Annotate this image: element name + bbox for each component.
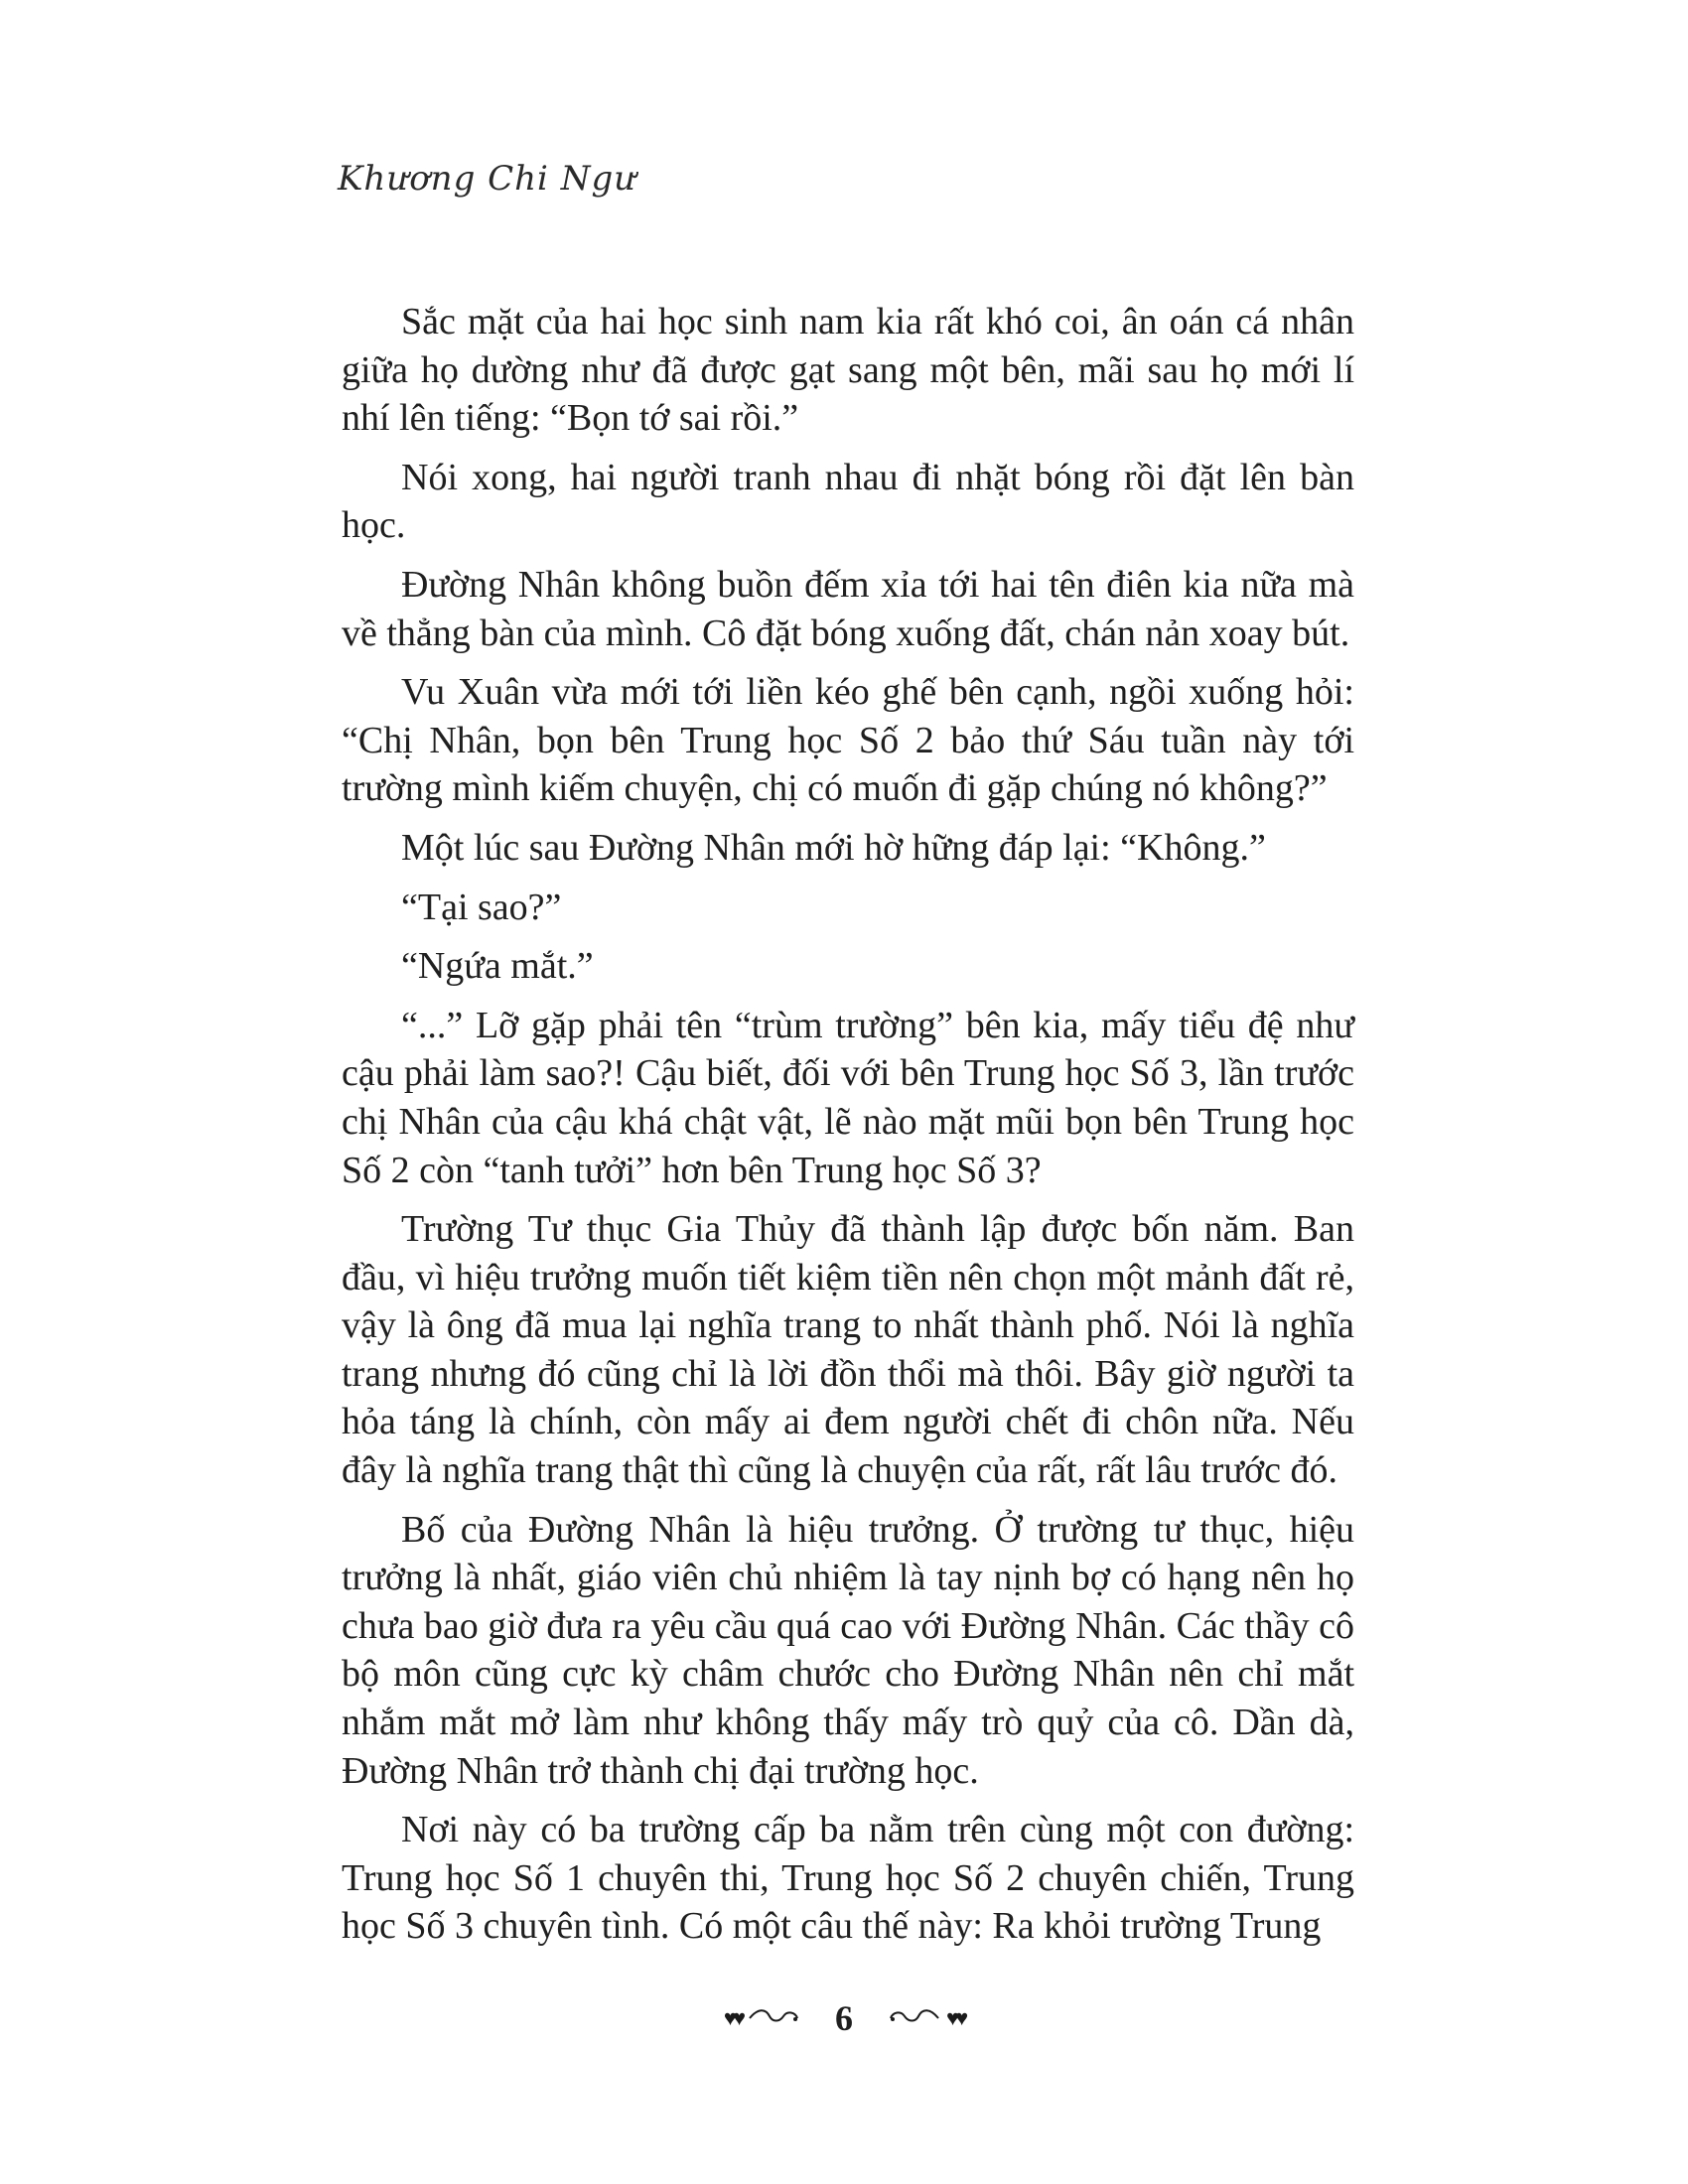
- paragraph: Nơi này có ba trường cấp ba nằm trên cùng một con đường: Trung học Số 1 chuyên thi, Trung học Số 2 chuyên chiến, Trung học Số 3 chuyên tình. Có một câu thế này: Ra khỏi trường Trung: [342, 1809, 1354, 1948]
- paragraph: Sắc mặt của hai học sinh nam kia rất khó coi, ân oán cá nhân giữa họ dường như đã được gạt sang một bên, mãi sau họ mới lí nhí lên tiếng: “Bọn tớ sai rồi.”: [342, 301, 1354, 440]
- paragraph: Một lúc sau Đường Nhân mới hờ hững đáp lại: “Không.”: [401, 826, 1266, 869]
- page-footer: [0, 1997, 1688, 2039]
- swirl-icon: [748, 2006, 799, 2030]
- paragraph: Nói xong, hai người tranh nhau đi nhặt bóng rồi đặt lên bàn học.: [342, 456, 1354, 547]
- swirl-icon: [889, 2006, 940, 2030]
- hearts-icon: ♥♥: [723, 2005, 742, 2030]
- running-header: Khương Chi Ngư: [338, 159, 637, 199]
- paragraph: Vu Xuân vừa mới tới liền kéo ghế bên cạnh, ngồi xuống hỏi: “Chị Nhân, bọn bên Trung học Số 2 bảo thứ Sáu tuần này tới trường mình kiếm chuyện, chị có muốn đi gặp chúng nó không?”: [342, 671, 1354, 810]
- body-text: [342, 298, 1354, 1962]
- right-ornament: [889, 2005, 964, 2031]
- paragraph: Bố của Đường Nhân là hiệu trưởng. Ở trường tư thục, hiệu trưởng là nhất, giáo viên chủ nhiệm là tay nịnh bợ có hạng nên họ chưa bao giờ đưa ra yêu cầu quá cao với Đường Nhân. Các thầy cô bộ môn cũng cực kỳ châm chước cho Đường Nhân nên chỉ mắt nhắm mắt mở làm như không thấy mấy trò quỷ của cô. Dần dà, Đường Nhân trở thành chị đại trường học.: [342, 1508, 1354, 1792]
- paragraph: Đường Nhân không buồn đếm xỉa tới hai tên điên kia nữa mà về thẳng bàn của mình. Cô đặt bóng xuống đất, chán nản xoay bút.: [342, 563, 1354, 654]
- paragraph: “...” Lỡ gặp phải tên “trùm trường” bên kia, mấy tiểu đệ như cậu phải làm sao?! Cậu biết, đối với bên Trung học Số 3, lần trước chị Nhân của cậu khá chật vật, lẽ nào mặt mũi bọn bên Trung học Số 2 còn “tanh tưởi” hơn bên Trung học Số 3?: [342, 1004, 1354, 1191]
- paragraph: “Tại sao?”: [401, 886, 562, 928]
- hearts-icon: ♥♥: [946, 2005, 965, 2030]
- paragraph: Trường Tư thục Gia Thủy đã thành lập được bốn năm. Ban đầu, vì hiệu trưởng muốn tiết kiệm tiền nên chọn một mảnh đất rẻ, vậy là ông đã mua lại nghĩa trang to nhất thành phố. Nói là nghĩa trang nhưng đó cũng chỉ là lời đồn thổi mà thôi. Bây giờ người ta hỏa táng là chính, còn mấy ai đem người chết đi chôn nữa. Nếu đây là nghĩa trang thật thì cũng là chuyện của rất, rất lâu trước đó.: [342, 1208, 1354, 1492]
- page-number: 6: [835, 1998, 853, 2038]
- paragraph: “Ngứa mắt.”: [401, 945, 594, 988]
- left-ornament: [724, 2005, 799, 2031]
